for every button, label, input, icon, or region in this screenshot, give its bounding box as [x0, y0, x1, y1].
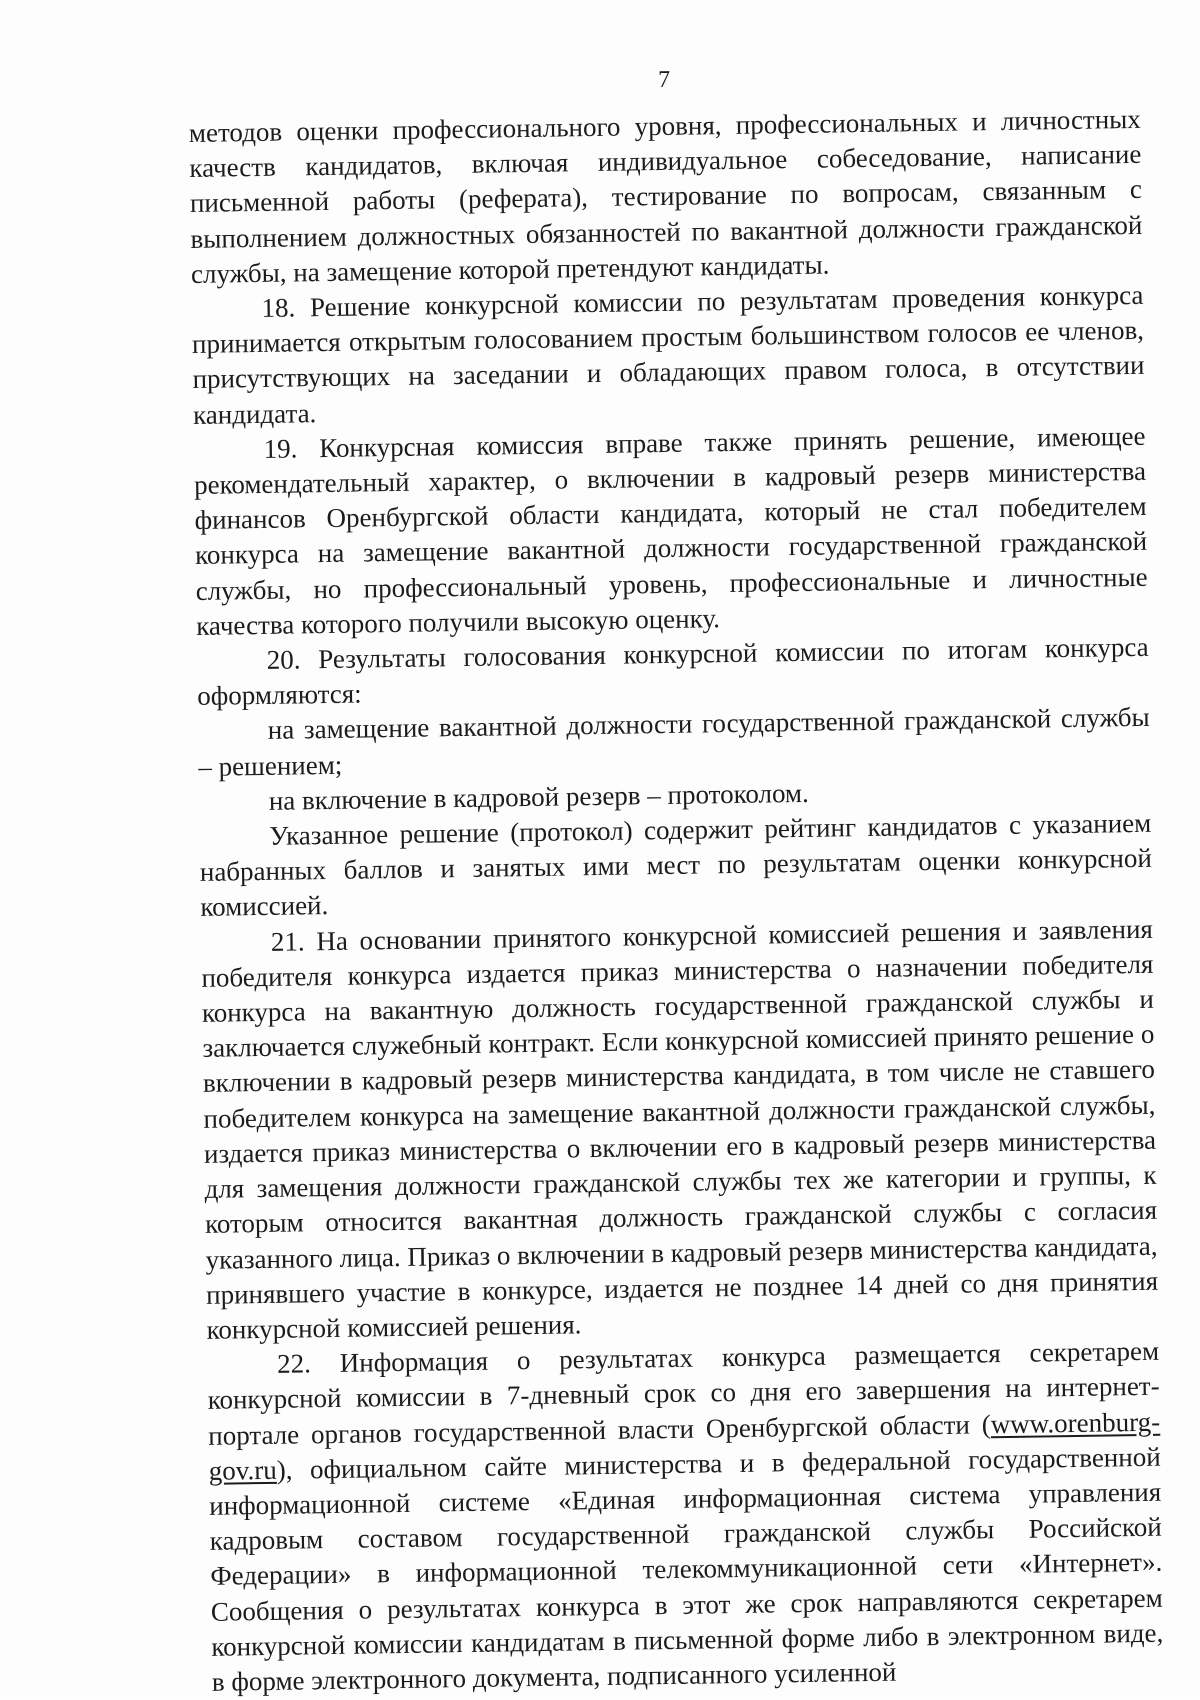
paragraph-20: 20. Результаты голосования конкурсной комиссии по итогам конкурса оформляются: [197, 631, 1149, 712]
portal-link[interactable]: www.orenburg-gov.ru [208, 1406, 1161, 1486]
paragraph-20-item-decision: на замещение вакантной должности государственной гражданской службы – решением; [198, 702, 1150, 782]
paragraph-21: 21. На основании принятого конкурсной комиссией решения и заявления победителя конкурса издается приказ министерства о назначении победителя конкурса на вакантную должность государственной гражданской службы и заключается служебный контракт. Если конкурсной комиссией принято решение о включении в кадровый резерв министерства кандидата, в том числе не ставшего победителем конкурса на замещение вакантной должности гражданской службы, издается приказ министерства о включении его в кадровый резерв министерства для замещения должности гражданской службы тех же категории и группы, к которым относится вакантная должность гражданской службы с согласия указанного лица. Приказ о включении в кадровый резерв министерства кандидата, принявшего участие в конкурсе, издается не позднее 14 дней со дня принятия конкурсной комиссией решения. [201, 913, 1159, 1345]
paragraph-22-text-before: 22. Информация о результатах конкурса размещается секретарем конкурсной комиссии в 7-дневный срок со дня его завершения на интернет-портале органов государственной власти Оренбургской области ( [207, 1335, 1160, 1451]
paragraph-19: 19. Конкурсная комиссия вправе также принять решение, имеющее рекомендательный характер, о включении в кадровый резерв министерства финансов Оренбургской области кандидата, который не стал победителем конкурса на замещение вакантной должности государственной гражданской службы, но профессиональный уровень, профессиональные и личностные качества которого получили высокую оценку. [193, 420, 1148, 641]
page-content [188, 58, 1164, 1700]
paragraph-20-item-protocol: на включение в кадровой резерв – протоколом. [268, 777, 809, 816]
paragraph-22-text-after: ), официальном сайте министерства и в федеральной государственной информационной системе «Единая информационная система управления кадровым составом государственной гражданской службы Российской Федерации» в информационной телекоммуникационной сети «Интернет». Сообщения о результатах конкурса в этот же срок направляются секретарем конкурсной комиссии кандидатам в письменной форме либо в электронном виде, в форме электронного документа, подписанного усиленной [209, 1441, 1164, 1697]
paragraph-22 [207, 1334, 1164, 1700]
paragraph-18: 18. Решение конкурсной комиссии по результатам проведения конкурса принимается открытым голосованием простым большинством голосов ее членов, присутствующих на заседании и обладающих правом голоса, в отсутствии кандидата. [191, 279, 1145, 430]
paragraph-continuation: методов оценки профессионального уровня, профессиональных и личностных качеств кандидатов, включая индивидуальное собеседование, написание письменной работы (реферата), тестирование по вопросам, связанным с выполнением должностных обязанностей по вакантной должности гражданской службы, на замещение которой претендуют кандидаты. [188, 103, 1143, 289]
paragraph-20-rating: Указанное решение (протокол) содержит рейтинг кандидатов с указанием набранных баллов и занятых ими мест по результатам оценки конкурсной комиссией. [199, 807, 1152, 923]
page-number: 7 [657, 66, 671, 94]
